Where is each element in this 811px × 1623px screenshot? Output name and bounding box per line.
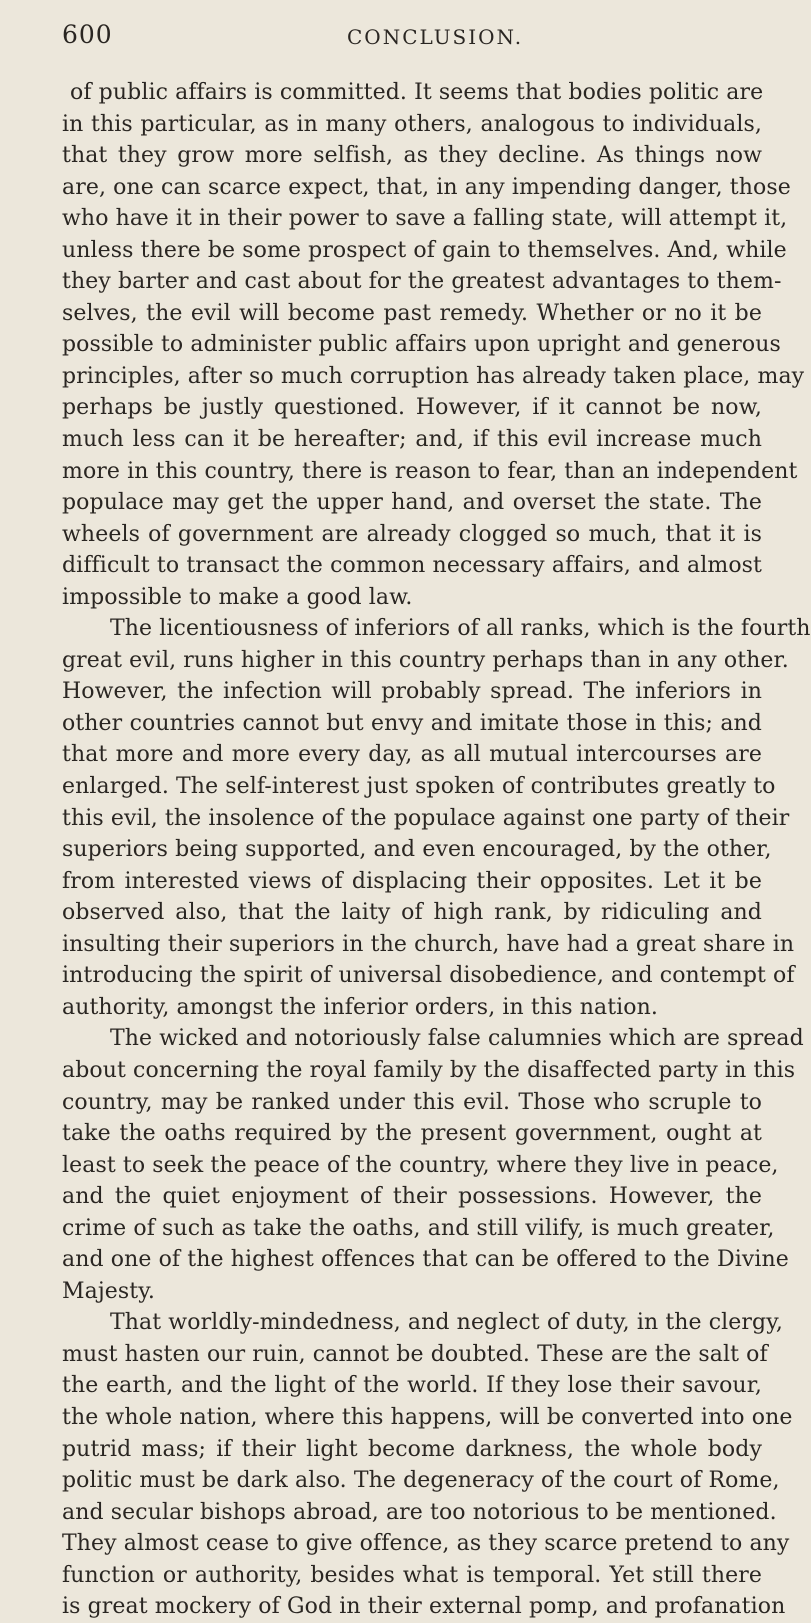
text-line: are, one can scarce expect, that, in any impending danger, those [62,174,791,200]
text-line: unless there be some prospect of gain to themselves. And, while [62,237,787,263]
text-line: from interested views of displacing their opposites. Let it be [62,868,762,894]
text-line: is great mockery of God in their external pomp, and profanation [62,1594,786,1620]
text-line: wheels of government are already clogged so much, that it is [62,521,762,547]
paragraph [62,77,805,613]
text-line: that they grow more selfish, as they decline. As things now [62,143,762,169]
running-head [62,20,760,54]
text-line: enlarged. The self-interest just spoken of contributes greatly to [62,774,776,800]
text-line: great evil, runs higher in this country perhaps than in any other. [62,647,789,673]
text-line: introducing the spirit of universal disobedience, and contempt of [62,963,795,989]
text-line: the earth, and the light of the world. If they lose their savour, [62,1373,762,1399]
paragraph [62,1307,793,1622]
text-line: country, may be ranked under this evil. Those who scruple to [62,1089,762,1115]
paragraph [62,1023,804,1307]
text-line: crime of such as take the oaths, and still vilify, is much greater, [62,1215,775,1241]
text-line: However, the infection will probably spread. The inferiors in [62,679,762,705]
running-title: CONCLUSION. [347,25,524,49]
text-line: principles, after so much corruption has already taken place, may [62,363,805,389]
text-line: this evil, the insolence of the populace against one party of their [62,805,790,831]
page-number: 600 [62,20,113,49]
text-line: populace may get the upper hand, and overset the state. The [62,490,762,516]
text-line: and secular bishops abroad, are too notorious to be mentioned. [62,1499,777,1525]
text-line: impossible to make a good law. [62,584,413,610]
text-line: function or authority, besides what is temporal. Yet still there [62,1562,762,1588]
text-line: take the oaths required by the present government, ought at [62,1121,762,1147]
text-line: the whole nation, where this happens, will be converted into one [62,1404,793,1430]
text-line: The licentiousness of inferiors of all ranks, which is the fourth [110,616,811,642]
text-line: about concerning the royal family by the disaffected party in this [62,1057,796,1083]
text-line: must hasten our ruin, cannot be doubted. These are the salt of [62,1341,768,1367]
text-line: observed also, that the laity of high rank, by ridiculing and [62,900,762,926]
text-line: other countries cannot but envy and imitate those in this; and [62,710,762,736]
text-line: superiors being supported, and even encouraged, by the other, [62,837,772,863]
text-line: The wicked and notoriously false calumnies which are spread [110,1026,804,1052]
paragraph [62,613,811,1023]
text-line: Majesty. [62,1278,155,1304]
text-line: and the quiet enjoyment of their possessions. However, the [62,1184,762,1210]
text-line: and one of the highest offences that can be offered to the Divine [62,1247,789,1273]
text-line: putrid mass; if their light become darkness, the whole body [62,1436,762,1462]
text-line: who have it in their power to save a falling state, will attempt it, [62,206,788,232]
text-line: more in this country, there is reason to fear, than an independent [62,458,798,484]
text-line: much less can it be hereafter; and, if this evil increase much [62,427,762,453]
text-line: that more and more every day, as all mutual intercourses are [62,742,762,768]
text-line: That worldly-mindedness, and neglect of duty, in the clergy, [110,1310,783,1336]
text-line: difficult to transact the common necessary affairs, and almost [62,553,762,579]
text-line: they barter and cast about for the greatest advantages to them- [62,269,782,295]
text-line: authority, amongst the inferior orders, in this nation. [62,994,658,1020]
text-line: politic must be dark also. The degeneracy of the court of Rome, [62,1468,780,1494]
text-line: perhaps be justly questioned. However, if it cannot be now, [62,395,762,421]
text-line: possible to administer public affairs upon upright and generous [62,332,781,358]
text-line: in this particular, as in many others, analogous to individuals, [62,111,762,137]
text-line: of public affairs is committed. It seems that bodies politic are [70,80,764,105]
text-line: selves, the evil will become past remedy. Whether or no it be [62,300,762,326]
text-line: insulting their superiors in the church, have had a great share in [62,931,795,957]
body-text [62,77,811,1623]
text-line: They almost cease to give offence, as they scarce pretend to any [62,1531,790,1557]
text-line: least to seek the peace of the country, where they live in peace, [62,1152,779,1178]
